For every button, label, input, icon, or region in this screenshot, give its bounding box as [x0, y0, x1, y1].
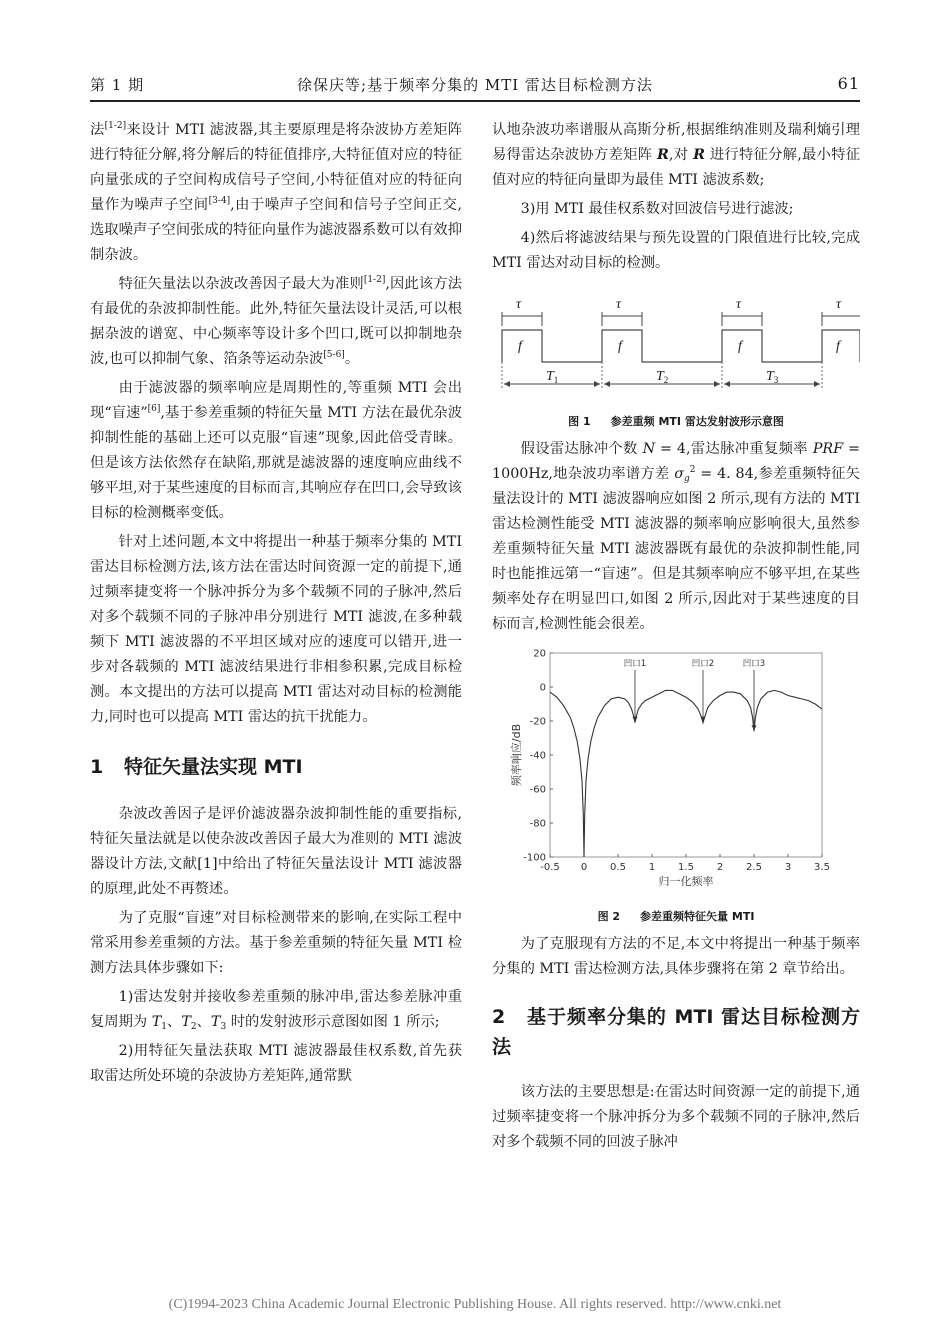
running-header	[90, 74, 860, 100]
y-tick-label: -40	[529, 750, 546, 762]
text: = 4,雷达脉冲重复频率	[655, 441, 813, 457]
step-item: 1)雷达发射并接收参差重频的脉冲串,雷达参差脉冲重复周期为 $T_1$、$T_2$、$T_3$ 时的发射波形示意图如图 1 所示;	[90, 989, 462, 1032]
notch-annotation: 凹口2	[691, 659, 715, 669]
paragraph	[492, 118, 860, 193]
tau-label: τ	[616, 297, 622, 312]
x-tick-label: 2.5	[746, 862, 762, 873]
section-title: 特征矢量法实现 MTI	[124, 756, 303, 778]
text: 来设计 MTI 滤波器,其主要原理是将杂波协方差矩阵进行特征分解,将分解后的特征值排序,大特征值对应的特征向量张成的子空间构成信号子空间,小特征值对应的特征向量作为噪声子空间	[90, 122, 462, 213]
text: = 4. 84,参差重频特征矢量法设计的 MTI 滤波器响应如图 2 所示,现有方法的 MTI 雷达检测性能受 MTI 滤波器的频率响应影响很大,虽然参差重频特征矢量 MTI 滤波器既有最优的杂波抑制性能,同时也能推远第一“盲速”。但是其频率响应不够平坦,在某些频率处存在明显凹口,如图 2 所示,因此对于某些速度的目标而言,检测性能会很差。	[492, 466, 860, 632]
running-title: 徐保庆等;基于频率分集的 MTI 雷达目标检测方法	[297, 76, 653, 94]
math-symbol: σ	[674, 466, 685, 482]
paragraph: 杂波改善因子是评价滤波器杂波抑制性能的重要指标,特征矢量法就是以使杂波改善因子最大为准则的 MTI 滤波器设计方法,文献[1]中给出了特征矢量法设计 MTI 滤波器的原理,此处不再赘述。	[90, 806, 462, 897]
tau-label: τ	[836, 297, 842, 312]
paragraph: 该方法的主要思想是:在雷达时间资源一定的前提下,通过频率捷变将一个脉冲拆分为多个载频不同的子脉冲,然后对多个载频不同的回波子脉冲	[492, 1084, 860, 1150]
x-axis-label: 归一化频率	[658, 875, 714, 888]
section-heading-2	[492, 1002, 860, 1062]
text: 特征矢量法以杂波改善因子最大为准则	[118, 276, 364, 292]
text: ,基于参差重频的特征矢量 MTI 方法在最优杂波抑制性能的基础上还可以克服“盲速”现象,因此倍受青睐。但是该方法依然存在缺陷,那就是滤波器的速度响应曲线不够平坦,对于某些速度的目标而言,其响应存在凹口,会导致该目标的检测概率变低。	[90, 405, 462, 521]
y-tick-label: 0	[539, 682, 546, 694]
x-tick-label: 3	[784, 862, 792, 873]
figure-title: 参差重频特征矢量 MTI	[640, 910, 755, 923]
text: 进行特征分解,最小特征值对应的特征向量即为最佳 MTI 滤波系数;	[492, 147, 861, 188]
figure-1-caption	[492, 413, 860, 431]
step-item: 4)然后将滤波结果与预先设置的门限值进行比较,完成 MTI 雷达对动目标的检测。	[492, 230, 860, 271]
paragraph	[90, 272, 462, 372]
y-axis-label: 频率响应/dB	[510, 723, 523, 787]
frequency-response-chart	[492, 647, 860, 897]
paragraph	[492, 437, 860, 637]
left-column	[90, 118, 462, 1089]
carrier-label: f	[618, 339, 622, 354]
section-number: 2	[492, 1006, 506, 1028]
text: 时的发射波形示意图如图 1 所示;	[226, 1014, 440, 1030]
y-tick-label: 20	[533, 648, 546, 660]
response-curve	[550, 690, 822, 857]
text: 。	[344, 351, 360, 367]
paragraph	[90, 376, 462, 526]
carrier-label: f	[836, 339, 840, 354]
y-tick-label: -100	[523, 852, 546, 864]
math-symbol: N	[642, 441, 656, 457]
x-tick-label: 2	[716, 862, 724, 873]
figure-2-caption	[492, 908, 860, 926]
section-number: 1	[90, 756, 104, 778]
notch-annotation: 凹口1	[623, 659, 647, 669]
header-rule	[90, 100, 860, 102]
figure-1	[492, 290, 860, 431]
period-label-t3: $T_3$	[766, 369, 779, 385]
waveform-diagram	[492, 290, 860, 398]
section-title: 基于频率分集的 MTI 雷达目标检测方法	[492, 1006, 860, 1058]
text: 由于滤波器的频率响应是周期性的,等重频 MTI 会出现“盲速”	[90, 380, 462, 421]
x-tick-label: 0	[580, 862, 588, 873]
math-subscript: g	[684, 474, 690, 484]
pulse-waveform	[502, 330, 860, 362]
math-symbol: PRF	[812, 441, 844, 457]
page-number: 61	[837, 74, 860, 93]
x-tick-label: 3.5	[814, 862, 830, 873]
text: 1)雷达发射并接收参差重频的脉冲串,雷达参差脉冲重复周期为	[90, 989, 462, 1030]
notch-annotation: 凹口3	[742, 659, 766, 669]
right-column	[492, 118, 860, 1155]
annotation-arrowhead	[701, 717, 706, 722]
text: 认地杂波功率谱服从高斯分析,根据维纳准则及瑞利熵引理易得雷达杂波协方差矩阵	[492, 122, 860, 163]
period-label-t2: $T_2$	[656, 369, 669, 385]
y-tick-label: -60	[529, 784, 546, 796]
text: ,因此该方法有最优的杂波抑制性能。此外,特征矢量法设计灵活,可以根据杂波的谱宽、中心频率等设计多个凹口,既可以抑制地杂波,也可以抑制气象、箔条等运动杂波	[90, 276, 462, 367]
section-heading-1	[90, 752, 462, 782]
paragraph: 针对上述问题,本文中将提出一种基于频率分集的 MTI 雷达目标检测方法,该方法在雷达时间资源一定的前提下,通过频率捷变将一个脉冲拆分为多个载频不同的子脉冲,然后对多个载频不同的子脉冲串分别进行 MTI 滤波,在多种载频下 MTI 滤波器的不平坦区域对应的速度可以错开,进一步对各载频的 MTI 滤波结果进行非相参积累,完成目标检测。本文提出的方法可以提高 MTI 雷达对动目标的检测能力,同时也可以提高 MTI 雷达的抗干扰能力。	[90, 534, 462, 725]
y-tick-label: -20	[529, 716, 546, 728]
carrier-label: f	[738, 339, 742, 354]
text: ,由于噪声子空间和信号子空间正交,选取噪声子空间张成的特征向量作为滤波器系数可以有效抑制杂波。	[90, 197, 462, 263]
paragraph	[90, 118, 462, 268]
step-item: 3)用 MTI 最佳权系数对回波信号进行滤波;	[520, 201, 794, 217]
step-item: 2)用特征矢量法获取 MTI 滤波器最佳权系数,首先获取雷达所处环境的杂波协方差矩阵,通常默	[90, 1043, 462, 1084]
text: 法	[90, 122, 105, 138]
citation: [5-6]	[323, 350, 345, 360]
period-label-t1: $T_1$	[546, 369, 559, 385]
tau-label: τ	[516, 297, 522, 312]
paragraph: 为了克服“盲速”对目标检测带来的影响,在实际工程中常采用参差重频的方法。基于参差重频的特征矢量 MTI 检测方法具体步骤如下:	[90, 910, 462, 976]
x-tick-label: 1.5	[678, 862, 694, 873]
annotation-arrowhead	[633, 717, 638, 722]
figure-label: 图 1	[568, 415, 591, 428]
plot-frame	[550, 653, 822, 857]
citation: [6]	[147, 404, 161, 414]
carrier-label: f	[518, 339, 522, 354]
issue-number: 第 1 期	[90, 76, 145, 94]
text: ,对	[668, 147, 694, 163]
x-tick-label: 1	[648, 862, 656, 873]
matrix-symbol: R	[693, 147, 706, 163]
citation: [1-2]	[104, 121, 127, 131]
citation: [1-2]	[363, 275, 386, 285]
x-tick-label: -0.5	[540, 862, 560, 873]
text: = 1000Hz,地杂波功率谱方差	[492, 441, 860, 482]
matrix-symbol: R	[657, 147, 669, 163]
y-tick-label: -80	[529, 818, 546, 830]
paragraph: 为了克服现有方法的不足,本文中将提出一种基于频率分集的 MTI 雷达检测方法,具体步骤将在第 2 章节给出。	[492, 936, 860, 977]
annotation-arrowhead	[752, 725, 757, 730]
citation: [3-4]	[208, 196, 231, 206]
x-tick-label: 0.5	[610, 862, 626, 873]
copyright-footer: (C)1994-2023 China Academic Journal Electronic Publishing House. All rights reserved. http://www.cnki.net	[168, 1297, 782, 1312]
tau-label: τ	[736, 297, 742, 312]
text: 假设雷达脉冲个数	[520, 441, 643, 457]
figure-title: 参差重频 MTI 雷达发射波形示意图	[610, 415, 784, 428]
figure-label: 图 2	[597, 910, 621, 923]
figure-2	[492, 647, 860, 926]
math-superscript: 2	[689, 465, 696, 475]
